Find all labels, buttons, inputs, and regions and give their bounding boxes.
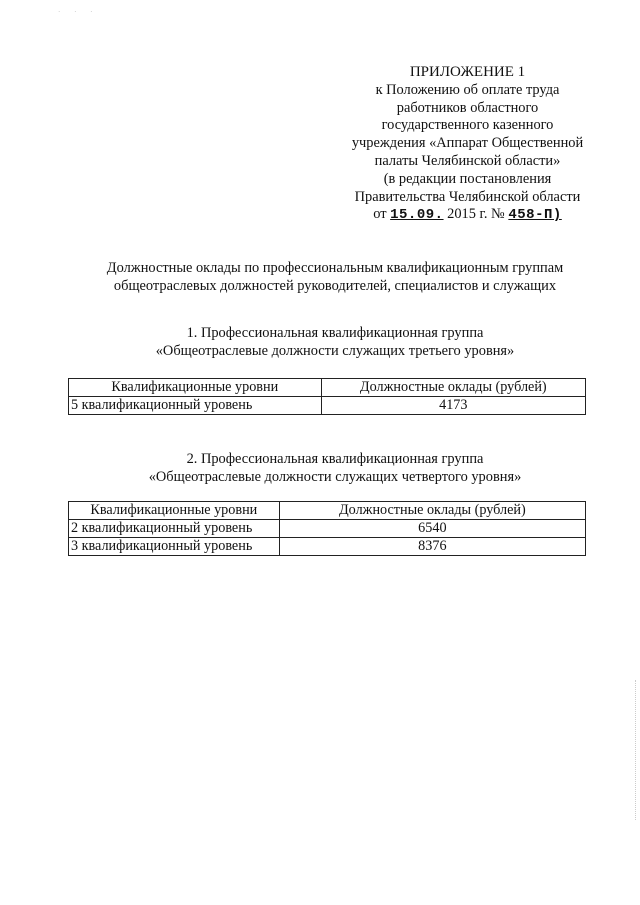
group2-title-line: «Общеотраслевые должности служащих четвертого уровня» — [148, 469, 522, 485]
column-header: Должностные оклады (рублей) — [321, 379, 585, 397]
group1-title-line: «Общеотраслевые должности служащих третьего уровня» — [155, 343, 515, 359]
scan-edge-marks — [633, 680, 636, 820]
column-header: Должностные оклады (рублей) — [279, 502, 585, 520]
salary-cell: 8376 — [279, 538, 585, 556]
appendix-line: Правительства Челябинской области — [354, 188, 581, 205]
group2-title — [80, 450, 590, 486]
appendix-title: ПРИЛОЖЕНИЕ 1 — [409, 64, 526, 80]
appendix-block — [340, 64, 595, 225]
appendix-line: государственного казенного — [381, 117, 554, 134]
group2-title-line: 2. Профессиональная квалификационная группа — [186, 451, 484, 467]
appendix-date-line — [340, 206, 595, 225]
group2-table — [68, 501, 586, 556]
heading-line: общеотраслевых должностей руководителей, специалистов и служащих — [113, 278, 557, 294]
level-cell: 5 квалификационный уровень — [69, 397, 322, 415]
date-value: 15.09. — [390, 207, 444, 224]
table-row — [69, 538, 586, 556]
salary-cell: 4173 — [321, 397, 585, 415]
heading-line: Должностные оклады по профессиональным квалификационным группам — [106, 260, 564, 276]
level-cell: 2 квалификационный уровень — [69, 520, 280, 538]
date-prefix: от — [373, 206, 387, 223]
appendix-line: к Положению об оплате труда — [375, 81, 560, 98]
group1-title — [80, 324, 590, 360]
resolution-number: 458-П) — [508, 207, 562, 224]
level-cell: 3 квалификационный уровень — [69, 538, 280, 556]
scan-specks: · · · — [58, 8, 99, 16]
appendix-line: палаты Челябинской области» — [374, 152, 561, 169]
table-header-row — [69, 379, 586, 397]
group1-title-line: 1. Профессиональная квалификационная группа — [186, 325, 484, 341]
column-header: Квалификационные уровни — [69, 379, 322, 397]
appendix-line: (в редакции постановления — [383, 170, 552, 187]
table-row — [69, 397, 586, 415]
appendix-line: учреждения «Аппарат Общественной — [351, 135, 584, 152]
table-header-row — [69, 502, 586, 520]
date-year: 2015 г. № — [447, 206, 505, 223]
group1-table — [68, 378, 586, 415]
salary-cell: 6540 — [279, 520, 585, 538]
document-heading — [60, 259, 610, 295]
table-row — [69, 520, 586, 538]
column-header: Квалификационные уровни — [69, 502, 280, 520]
appendix-line: работников областного — [396, 99, 539, 116]
